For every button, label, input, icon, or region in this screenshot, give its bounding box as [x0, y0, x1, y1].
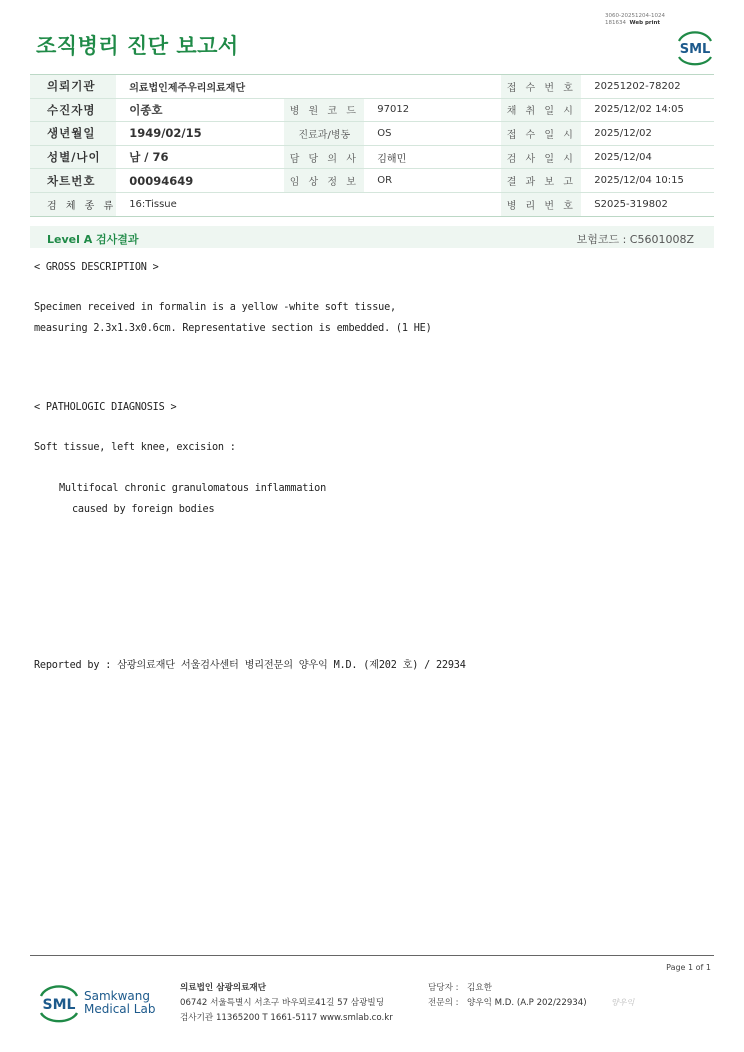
info-value: 97012 [364, 98, 501, 122]
diagnosis-site: Soft tissue, left knee, excision : [34, 442, 236, 453]
gross-heading: < GROSS DESCRIPTION > [34, 262, 159, 273]
manager-label: 담당자 : [428, 983, 459, 993]
info-value: S2025-319802 [581, 192, 714, 216]
signature: 양우익 [611, 998, 635, 1007]
info-label: 진료과/병동 [284, 122, 364, 146]
info-label: 차트번호 [30, 169, 116, 193]
info-label: 접 수 번 호 [501, 75, 581, 99]
organization-name: 의료법인 삼광의료재단 [180, 983, 267, 993]
info-value: 2025/12/02 [581, 122, 714, 146]
info-value: 남 / 76 [116, 145, 284, 169]
info-value: 1949/02/15 [116, 122, 284, 146]
organization-info [180, 981, 393, 1026]
print-info [605, 13, 665, 27]
info-value: 2025/12/02 14:05 [581, 98, 714, 122]
specialist-label: 전문의 : [428, 998, 459, 1008]
svg-text:SML: SML [42, 997, 76, 1013]
info-value: 의료법인제주우리의료재단 [116, 75, 501, 99]
page-number: Page 1 of 1 [666, 963, 711, 972]
info-label: 의뢰기관 [30, 75, 116, 99]
brand-line: Medical Lab [84, 1002, 156, 1016]
insurance-code: 보험코드 : C5601008Z [576, 233, 694, 246]
samkwang-logo-icon [36, 980, 82, 1024]
info-label: 수진자명 [30, 98, 116, 122]
gross-text-line: Specimen received in formalin is a yellow -white soft tissue, [34, 302, 396, 313]
brand-name [84, 990, 155, 1016]
gross-text-line: measuring 2.3x1.3x0.6cm. Representative section is embedded. (1 HE) [34, 323, 432, 334]
info-label: 채 취 일 시 [501, 98, 581, 122]
info-value: 김해민 [364, 145, 501, 169]
info-row [30, 122, 714, 146]
info-row [30, 145, 714, 169]
info-label: 검 사 일 시 [501, 145, 581, 169]
info-label: 검 체 종 류 [30, 192, 116, 216]
info-row [30, 98, 714, 122]
specialist-name: 양우익 M.D. (A.P 202/22934) [467, 998, 587, 1008]
footer-divider [30, 955, 714, 956]
info-label: 생년월일 [30, 122, 116, 146]
result-level-title: Level A 검사결과 [47, 233, 139, 246]
staff-info [428, 981, 587, 1011]
patient-info-table [30, 74, 714, 217]
info-row [30, 169, 714, 193]
document-title: 조직병리 진단 보고서 [36, 34, 239, 58]
brand-line: Samkwang [84, 989, 150, 1003]
info-value: OS [364, 122, 501, 146]
info-label: 접 수 일 시 [501, 122, 581, 146]
reported-by: Reported by : 삼광의료재단 서울검사센터 병리전문의 양우익 M.D. (제202 호) / 22934 [34, 660, 466, 671]
diagnosis-text-line: Multifocal chronic granulomatous inflammation [59, 483, 327, 494]
info-value: OR [364, 169, 501, 193]
info-row [30, 192, 714, 216]
info-label: 병 원 코 드 [284, 98, 364, 122]
svg-text:SML: SML [679, 42, 711, 57]
info-row [30, 75, 714, 99]
info-value: 16:Tissue [116, 192, 501, 216]
info-label: 임 상 정 보 [284, 169, 364, 193]
info-label: 담 당 의 사 [284, 145, 364, 169]
print-mode: Web print [629, 20, 661, 26]
organization-address: 06742 서울특별시 서초구 바우뫼로41길 57 삼광빌딩 [180, 998, 384, 1008]
info-value: 20251202-78202 [581, 75, 714, 99]
info-value: 00094649 [116, 169, 284, 193]
organization-contact: 검사기관 11365200 T 1661-5117 www.smlab.co.kr [180, 1013, 393, 1023]
print-id: 3060-20251204-1024 [605, 13, 665, 19]
result-bar [30, 226, 714, 248]
info-value: 2025/12/04 [581, 145, 714, 169]
sml-logo-icon [674, 26, 716, 66]
info-label: 병 리 번 호 [501, 192, 581, 216]
info-label: 결 과 보 고 [501, 169, 581, 193]
print-id-suffix: 181634 [605, 20, 626, 26]
diagnosis-text-line: caused by foreign bodies [72, 504, 215, 515]
info-value: 이종호 [116, 98, 284, 122]
manager-name: 김요한 [467, 983, 492, 993]
info-value: 2025/12/04 10:15 [581, 169, 714, 193]
info-label: 성별/나이 [30, 145, 116, 169]
diagnosis-heading: < PATHOLOGIC DIAGNOSIS > [34, 402, 177, 413]
